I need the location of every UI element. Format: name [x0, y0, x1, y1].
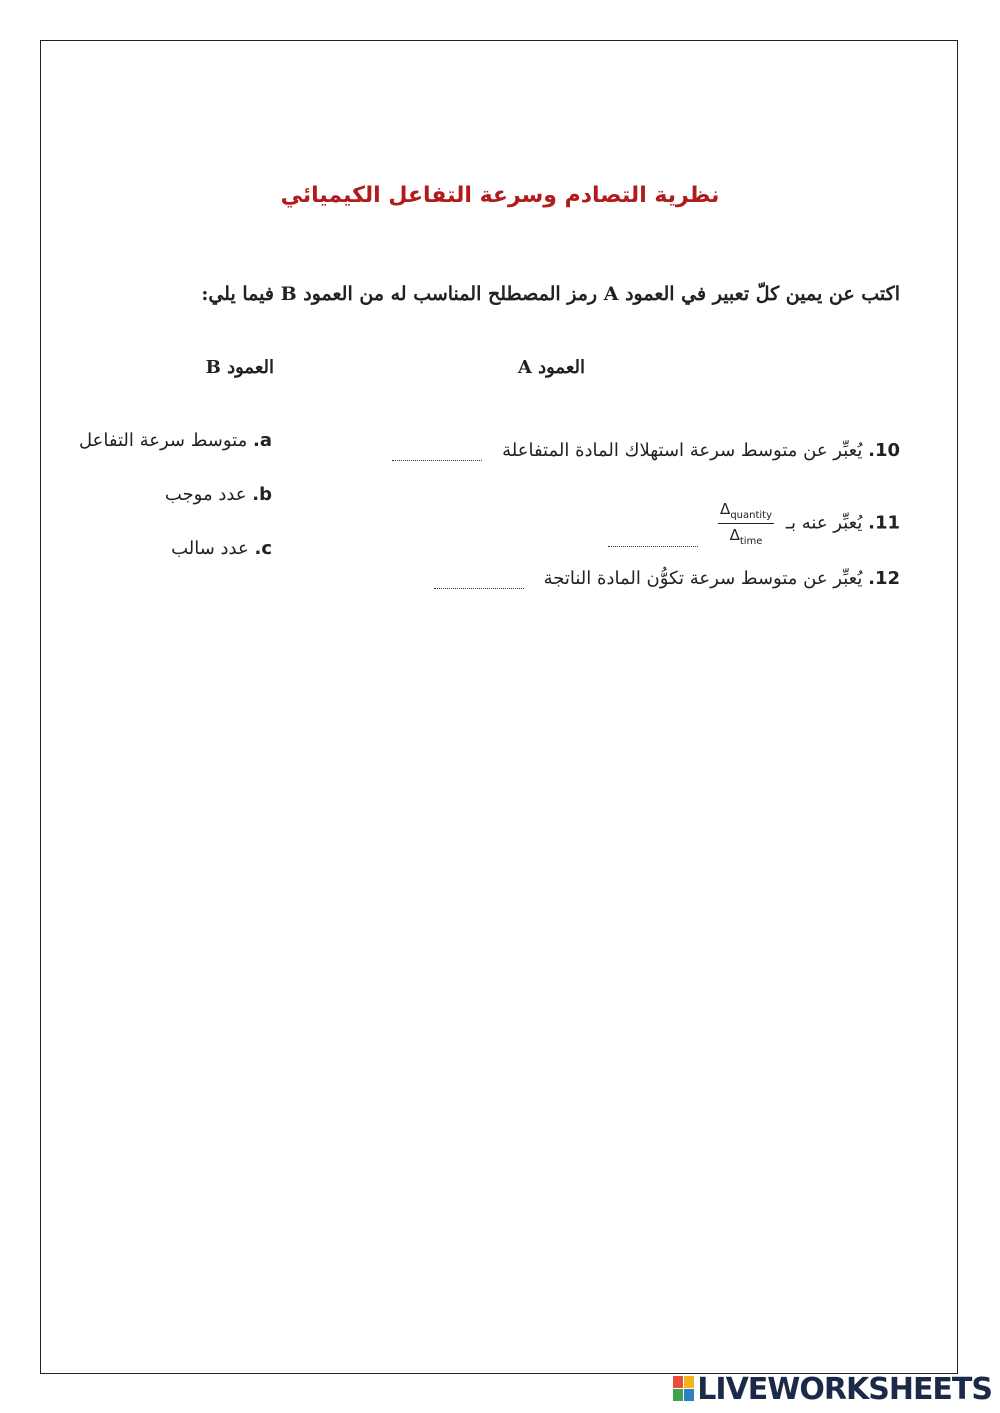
- column-b-item-c: [171, 538, 272, 559]
- item-number: 11.: [868, 512, 900, 534]
- column-a-item-12: [445, 568, 900, 589]
- fraction-numerator-sub: quantity: [730, 510, 773, 521]
- column-b-item-a: [79, 430, 272, 451]
- liveworksheets-mark-icon: [673, 1376, 695, 1402]
- item-letter: c.: [254, 538, 272, 559]
- fraction-denominator-sub: time: [739, 536, 763, 547]
- column-b-heading: العمود B: [205, 357, 274, 378]
- item-text: يُعبِّر عنه بـ: [785, 512, 863, 534]
- column-a-item-10: [445, 440, 900, 461]
- page-frame: [40, 40, 958, 1374]
- delta-fraction: [718, 500, 774, 547]
- column-b-item-b: [165, 484, 272, 505]
- answer-blank[interactable]: [434, 574, 524, 589]
- answer-blank[interactable]: [608, 532, 698, 547]
- worksheet-title: نظرية التصادم وسرعة التفاعل الكيميائي: [280, 183, 720, 208]
- item-number: 10.: [868, 440, 900, 461]
- column-a-heading: العمود A: [517, 357, 585, 378]
- item-text: متوسط سرعة التفاعل: [78, 430, 248, 451]
- instruction-text: اكتب عن يمين كلّ تعبير في العمود A رمز المصطلح المناسب له من العمود B فيما يلي:: [201, 283, 900, 305]
- item-text: عدد سالب: [171, 538, 249, 559]
- item-letter: a.: [253, 430, 272, 451]
- column-a-item-11: [445, 500, 900, 547]
- item-text: عدد موجب: [164, 484, 247, 505]
- fraction-numerator: Δ: [720, 500, 731, 518]
- item-letter: b.: [252, 484, 272, 505]
- brand-name: LIVEWORKSHEETS: [697, 1372, 992, 1407]
- answer-blank[interactable]: [392, 446, 482, 461]
- item-text: يُعبِّر عن متوسط سرعة تكوُّن المادة الناتجة: [543, 568, 863, 589]
- liveworksheets-logo: [673, 1372, 992, 1407]
- item-text: يُعبِّر عن متوسط سرعة استهلاك المادة المتفاعلة: [502, 440, 863, 461]
- fraction-denominator: Δ: [729, 526, 740, 544]
- item-number: 12.: [868, 568, 900, 589]
